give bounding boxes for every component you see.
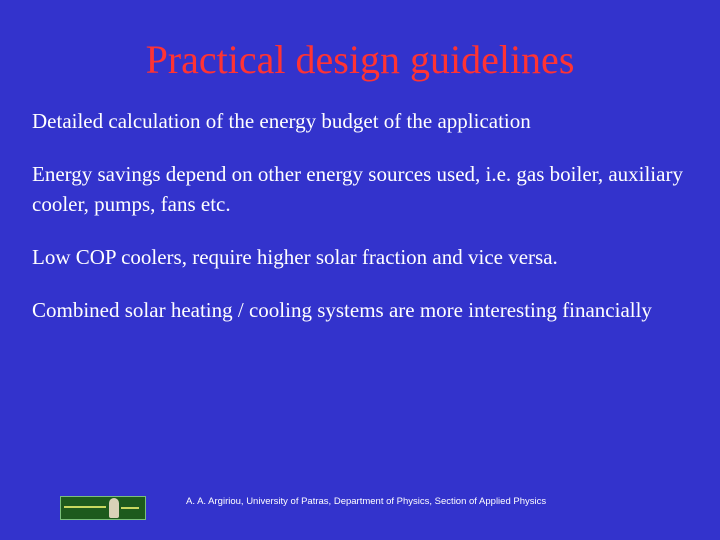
slide-footer: [0, 494, 720, 514]
footer-credit: A. A. Argiriou, University of Patras, Department of Physics, Section of Applied Physics: [186, 496, 547, 507]
bullet-item: Low COP coolers, require higher solar fraction and vice versa.: [32, 245, 558, 269]
bullet-item: Combined solar heating / cooling systems are more interesting financially: [32, 298, 652, 322]
logo-stripe: [64, 506, 106, 508]
bullet-list: [32, 106, 702, 348]
logo-figure: [109, 498, 119, 518]
bullet-item: Energy savings depend on other energy sources used, i.e. gas boiler, auxiliary cooler, pumps, fans etc.: [32, 162, 683, 216]
logo-stripe: [121, 507, 139, 509]
university-logo-icon: [60, 496, 146, 520]
slide-title: Practical design guidelines: [145, 37, 575, 82]
bullet-item: Detailed calculation of the energy budget of the application: [32, 109, 531, 133]
